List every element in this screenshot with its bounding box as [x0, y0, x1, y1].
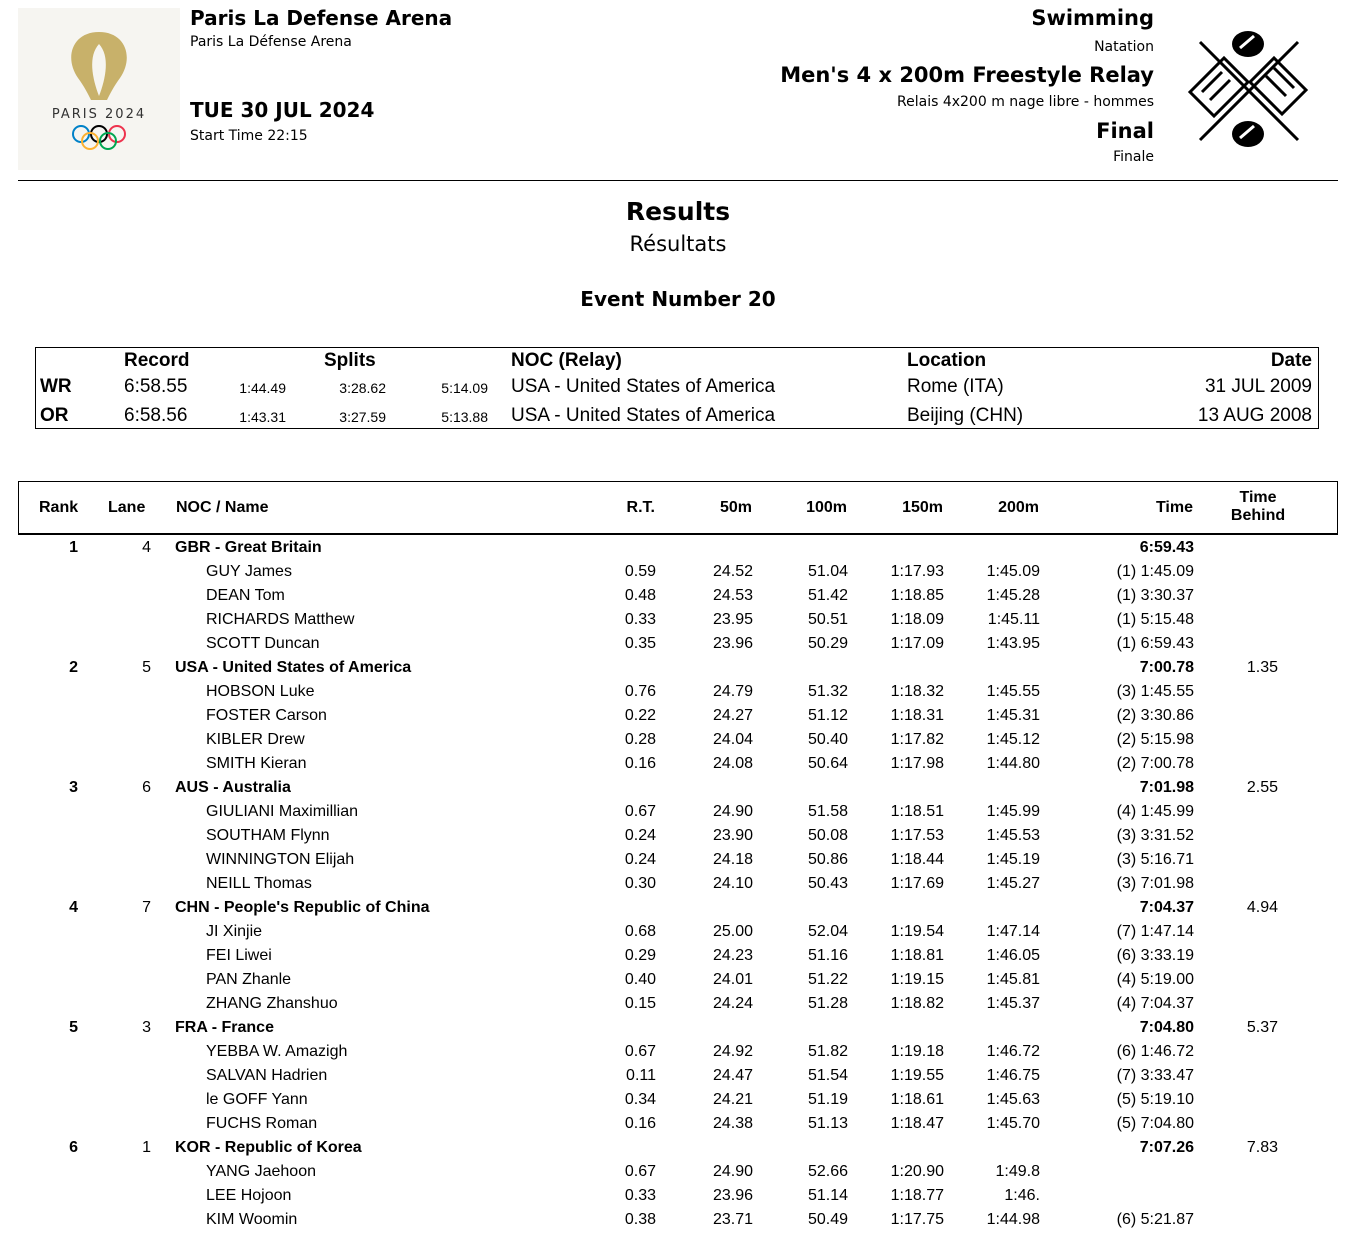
- lane-cell: 3: [142, 1019, 151, 1036]
- split-150m-cell: 1:17.69: [890, 875, 944, 892]
- split-150m-cell: 1:18.81: [890, 947, 944, 964]
- swimmer-row: [18, 1113, 1338, 1137]
- reaction-time-cell: 0.34: [624, 1091, 656, 1108]
- split-100m-cell: 51.58: [807, 803, 848, 820]
- swimmer-row: [18, 1041, 1338, 1065]
- paris-2024-logo: [18, 8, 180, 170]
- split-150m-cell: 1:19.15: [890, 971, 944, 988]
- results-title-fr: Résultats: [629, 232, 727, 256]
- swimmer-row: [18, 945, 1338, 969]
- noc-cell: GBR - Great Britain: [175, 539, 322, 556]
- reaction-time-cell: 0.24: [624, 827, 656, 844]
- split-200m-cell: 1:44.80: [986, 755, 1040, 772]
- swimmer-name-cell: KIM Woomin: [206, 1211, 298, 1228]
- cumulative-time-cell: (7) 1:47.14: [1116, 923, 1194, 940]
- start-time: Start Time 22:15: [190, 128, 308, 144]
- col-reaction-time: R.T.: [626, 499, 655, 516]
- results-table-header: [18, 481, 1338, 535]
- logo-text: PARIS 2024: [51, 107, 147, 122]
- results-title: Results: [625, 197, 731, 226]
- reaction-time-cell: 0.22: [624, 707, 656, 724]
- split-50m-cell: 24.27: [712, 707, 753, 724]
- record-split: 5:14.09: [441, 380, 488, 396]
- record-location: Rome (ITA): [907, 376, 1004, 397]
- reaction-time-cell: 0.67: [624, 1043, 656, 1060]
- split-50m-cell: 24.52: [712, 563, 753, 580]
- team-time-cell: 7:01.98: [1139, 779, 1194, 796]
- reaction-time-cell: 0.35: [624, 635, 656, 652]
- split-100m-cell: 51.14: [807, 1187, 848, 1204]
- cumulative-time-cell: (2) 5:15.98: [1116, 731, 1194, 748]
- swimmer-name-cell: FUCHS Roman: [206, 1115, 318, 1132]
- split-100m-cell: 50.40: [807, 731, 848, 748]
- swimmer-row: [18, 921, 1338, 945]
- swimmer-name-cell: SALVAN Hadrien: [206, 1067, 328, 1084]
- swimmer-name-cell: ZHANG Zhanshuo: [206, 995, 338, 1012]
- record-type: WR: [40, 376, 72, 397]
- rank-cell: 2: [69, 659, 78, 676]
- reaction-time-cell: 0.33: [624, 1187, 656, 1204]
- split-150m-cell: 1:18.85: [890, 587, 944, 604]
- split-200m-cell: 1:45.99: [986, 803, 1040, 820]
- swimmer-row: [18, 993, 1338, 1017]
- phase-name: Final: [1096, 119, 1154, 143]
- swimmer-name-cell: SMITH Kieran: [206, 755, 307, 772]
- col-lane: Lane: [108, 499, 146, 516]
- swimmer-name-cell: FEI Liwei: [206, 947, 272, 964]
- record-time: 6:58.56: [124, 405, 188, 426]
- split-100m-cell: 51.12: [807, 707, 848, 724]
- swimmer-name-cell: KIBLER Drew: [206, 731, 305, 748]
- split-100m-cell: 51.04: [807, 563, 848, 580]
- swimmer-name-cell: YEBBA W. Amazigh: [206, 1043, 348, 1060]
- team-row: [18, 897, 1338, 921]
- split-50m-cell: 24.24: [712, 995, 753, 1012]
- split-200m-cell: 1:46.: [1004, 1187, 1040, 1204]
- cumulative-time-cell: (4) 7:04.37: [1116, 995, 1194, 1012]
- cumulative-time-cell: (4) 1:45.99: [1116, 803, 1194, 820]
- split-200m-cell: 1:45.09: [986, 563, 1040, 580]
- noc-cell: CHN - People's Republic of China: [175, 899, 430, 916]
- record-split: 5:13.88: [441, 409, 488, 425]
- cumulative-time-cell: (5) 7:04.80: [1116, 1115, 1194, 1132]
- split-100m-cell: 50.64: [807, 755, 848, 772]
- split-50m-cell: 24.38: [712, 1115, 753, 1132]
- swimmer-name-cell: GUY James: [206, 563, 292, 580]
- team-row: [18, 777, 1338, 801]
- time-behind-cell: 1.35: [1246, 659, 1278, 676]
- reaction-time-cell: 0.67: [624, 803, 656, 820]
- swimmer-row: [18, 969, 1338, 993]
- record-date: 13 AUG 2008: [1197, 405, 1312, 426]
- swimmer-row: [18, 705, 1338, 729]
- record-date: 31 JUL 2009: [1204, 376, 1312, 397]
- split-100m-cell: 50.51: [807, 611, 848, 628]
- swimmer-name-cell: JI Xinjie: [206, 923, 263, 940]
- venue-name: Paris La Defense Arena: [190, 6, 453, 30]
- split-150m-cell: 1:17.75: [890, 1211, 944, 1228]
- split-50m-cell: 24.47: [712, 1067, 753, 1084]
- split-200m-cell: 1:47.14: [986, 923, 1040, 940]
- swimmer-row: [18, 873, 1338, 897]
- reaction-time-cell: 0.30: [624, 875, 656, 892]
- reaction-time-cell: 0.16: [624, 1115, 656, 1132]
- split-150m-cell: 1:17.93: [890, 563, 944, 580]
- col-200m: 200m: [998, 499, 1039, 516]
- swimmer-name-cell: NEILL Thomas: [206, 875, 312, 892]
- split-100m-cell: 50.43: [807, 875, 848, 892]
- split-150m-cell: 1:17.82: [890, 731, 944, 748]
- split-50m-cell: 24.18: [712, 851, 753, 868]
- split-50m-cell: 24.92: [712, 1043, 753, 1060]
- swimmer-row: [18, 681, 1338, 705]
- reaction-time-cell: 0.24: [624, 851, 656, 868]
- record-split: 3:27.59: [339, 409, 386, 425]
- split-100m-cell: 52.04: [807, 923, 848, 940]
- split-50m-cell: 24.04: [712, 731, 753, 748]
- cumulative-time-cell: (3) 1:45.55: [1116, 683, 1194, 700]
- split-100m-cell: 50.29: [807, 635, 848, 652]
- team-row: [18, 537, 1338, 561]
- swimmer-name-cell: HOBSON Luke: [206, 683, 315, 700]
- split-50m-cell: 24.08: [712, 755, 753, 772]
- split-100m-cell: 51.28: [807, 995, 848, 1012]
- split-150m-cell: 1:17.09: [890, 635, 944, 652]
- rank-cell: 1: [69, 539, 78, 556]
- cumulative-time-cell: (6) 5:21.87: [1116, 1211, 1194, 1228]
- swimmer-row: [18, 1089, 1338, 1113]
- col-time: Time: [1155, 499, 1193, 516]
- team-row: [18, 1017, 1338, 1041]
- split-150m-cell: 1:20.90: [890, 1163, 944, 1180]
- team-time-cell: 7:07.26: [1139, 1139, 1194, 1156]
- event-number: Event Number 20: [580, 287, 776, 311]
- cumulative-time-cell: (7) 3:33.47: [1116, 1067, 1194, 1084]
- col-time-behind: Time Behind: [1230, 489, 1286, 524]
- split-150m-cell: 1:19.54: [890, 923, 944, 940]
- record-split: 1:44.49: [239, 380, 286, 396]
- cumulative-time-cell: (1) 3:30.37: [1116, 587, 1194, 604]
- split-50m-cell: 23.95: [712, 611, 753, 628]
- split-200m-cell: 1:45.31: [986, 707, 1040, 724]
- reaction-time-cell: 0.59: [624, 563, 656, 580]
- split-150m-cell: 1:18.51: [890, 803, 944, 820]
- split-150m-cell: 1:17.98: [890, 755, 944, 772]
- split-100m-cell: 51.54: [807, 1067, 848, 1084]
- swimmer-row: [18, 609, 1338, 633]
- swimmer-name-cell: RICHARDS Matthew: [206, 611, 355, 628]
- record-split: 3:28.62: [339, 380, 386, 396]
- split-100m-cell: 50.08: [807, 827, 848, 844]
- swimmer-row: [18, 633, 1338, 657]
- split-200m-cell: 1:45.11: [987, 611, 1040, 628]
- split-50m-cell: 23.96: [712, 1187, 753, 1204]
- swimmer-name-cell: WINNINGTON Elijah: [206, 851, 355, 868]
- split-200m-cell: 1:45.55: [986, 683, 1040, 700]
- reaction-time-cell: 0.28: [624, 731, 656, 748]
- time-behind-cell: 7.83: [1246, 1139, 1278, 1156]
- record-location: Beijing (CHN): [907, 405, 1024, 426]
- noc-cell: FRA - France: [175, 1019, 274, 1036]
- split-50m-cell: 23.90: [712, 827, 753, 844]
- split-200m-cell: 1:46.05: [986, 947, 1040, 964]
- lane-cell: 7: [142, 899, 151, 916]
- record-noc: USA - United States of America: [511, 405, 776, 426]
- split-200m-cell: 1:46.72: [986, 1043, 1040, 1060]
- time-behind-cell: 4.94: [1246, 899, 1278, 916]
- split-50m-cell: 24.01: [712, 971, 753, 988]
- records-header-noc: NOC (Relay): [511, 350, 622, 371]
- split-50m-cell: 24.90: [712, 803, 753, 820]
- event-name-fr: Relais 4x200 m nage libre - hommes: [897, 94, 1154, 110]
- swimmer-row: [18, 1065, 1338, 1089]
- split-200m-cell: 1:45.70: [986, 1115, 1040, 1132]
- split-50m-cell: 24.53: [712, 587, 753, 604]
- swimmer-name-cell: SCOTT Duncan: [206, 635, 320, 652]
- swimmer-name-cell: SOUTHAM Flynn: [206, 827, 330, 844]
- reaction-time-cell: 0.15: [624, 995, 656, 1012]
- swimmer-row: [18, 585, 1338, 609]
- team-time-cell: 7:04.80: [1139, 1019, 1194, 1036]
- swimmer-row: [18, 753, 1338, 777]
- cumulative-time-cell: (6) 1:46.72: [1116, 1043, 1194, 1060]
- swimmer-name-cell: DEAN Tom: [206, 587, 285, 604]
- split-200m-cell: 1:45.81: [986, 971, 1040, 988]
- split-200m-cell: 1:45.27: [986, 875, 1040, 892]
- split-50m-cell: 24.21: [712, 1091, 753, 1108]
- reaction-time-cell: 0.16: [624, 755, 656, 772]
- sport-name: Swimming: [1031, 6, 1154, 30]
- split-100m-cell: 51.13: [807, 1115, 848, 1132]
- split-200m-cell: 1:45.28: [986, 587, 1040, 604]
- reaction-time-cell: 0.40: [624, 971, 656, 988]
- split-100m-cell: 51.42: [807, 587, 848, 604]
- records-header-splits: Splits: [324, 350, 376, 371]
- split-100m-cell: 51.22: [807, 971, 848, 988]
- phase-name-fr: Finale: [1113, 149, 1154, 165]
- rank-cell: 6: [69, 1139, 78, 1156]
- reaction-time-cell: 0.11: [626, 1067, 656, 1084]
- reaction-time-cell: 0.29: [624, 947, 656, 964]
- reaction-time-cell: 0.76: [624, 683, 656, 700]
- split-100m-cell: 51.32: [807, 683, 848, 700]
- swimmer-row: [18, 801, 1338, 825]
- records-header-location: Location: [907, 350, 987, 371]
- split-150m-cell: 1:18.61: [890, 1091, 944, 1108]
- rank-cell: 4: [69, 899, 78, 916]
- split-150m-cell: 1:18.82: [890, 995, 944, 1012]
- split-100m-cell: 51.19: [807, 1091, 848, 1108]
- record-noc: USA - United States of America: [511, 376, 776, 397]
- reaction-time-cell: 0.67: [624, 1163, 656, 1180]
- event-name: Men's 4 x 200m Freestyle Relay: [780, 63, 1154, 87]
- split-50m-cell: 25.00: [712, 923, 753, 940]
- split-100m-cell: 51.16: [807, 947, 848, 964]
- split-200m-cell: 1:45.19: [986, 851, 1040, 868]
- swimmer-row: [18, 729, 1338, 753]
- split-200m-cell: 1:46.75: [986, 1067, 1040, 1084]
- split-150m-cell: 1:18.31: [890, 707, 944, 724]
- rank-cell: 5: [69, 1019, 78, 1036]
- lane-cell: 4: [142, 539, 151, 556]
- lane-cell: 5: [142, 659, 151, 676]
- noc-cell: AUS - Australia: [175, 779, 291, 796]
- split-200m-cell: 1:45.53: [986, 827, 1040, 844]
- swimming-pictogram-icon: [1186, 28, 1310, 156]
- reaction-time-cell: 0.33: [624, 611, 656, 628]
- split-200m-cell: 1:49.8: [995, 1163, 1040, 1180]
- swimmer-name-cell: FOSTER Carson: [206, 707, 327, 724]
- split-150m-cell: 1:19.55: [890, 1067, 944, 1084]
- sport-name-fr: Natation: [1094, 39, 1154, 55]
- lane-cell: 1: [142, 1139, 151, 1156]
- split-50m-cell: 24.10: [712, 875, 753, 892]
- cumulative-time-cell: (2) 3:30.86: [1116, 707, 1194, 724]
- split-150m-cell: 1:18.09: [890, 611, 944, 628]
- records-header-record: Record: [124, 350, 190, 371]
- swimmer-name-cell: GIULIANI Maximillian: [206, 803, 359, 820]
- swimmer-row: [18, 561, 1338, 585]
- reaction-time-cell: 0.68: [624, 923, 656, 940]
- time-behind-cell: 5.37: [1246, 1019, 1278, 1036]
- split-50m-cell: 23.71: [712, 1211, 753, 1228]
- noc-cell: KOR - Republic of Korea: [175, 1139, 362, 1156]
- team-time-cell: 6:59.43: [1139, 539, 1194, 556]
- split-150m-cell: 1:18.77: [890, 1187, 944, 1204]
- time-behind-cell: 2.55: [1246, 779, 1278, 796]
- split-150m-cell: 1:18.44: [890, 851, 944, 868]
- split-200m-cell: 1:45.12: [986, 731, 1040, 748]
- col-100m: 100m: [806, 499, 847, 516]
- cumulative-time-cell: (1) 6:59.43: [1116, 635, 1194, 652]
- split-150m-cell: 1:18.47: [890, 1115, 944, 1132]
- split-50m-cell: 24.23: [712, 947, 753, 964]
- split-200m-cell: 1:44.98: [986, 1211, 1040, 1228]
- reaction-time-cell: 0.38: [624, 1211, 656, 1228]
- split-150m-cell: 1:17.53: [890, 827, 944, 844]
- team-row: [18, 657, 1338, 681]
- col-rank: Rank: [39, 499, 79, 516]
- event-date: TUE 30 JUL 2024: [190, 98, 375, 122]
- cumulative-time-cell: (3) 5:16.71: [1116, 851, 1194, 868]
- split-100m-cell: 50.49: [807, 1211, 848, 1228]
- split-150m-cell: 1:18.32: [890, 683, 944, 700]
- cumulative-time-cell: (3) 7:01.98: [1116, 875, 1194, 892]
- lane-cell: 6: [142, 779, 151, 796]
- split-150m-cell: 1:19.18: [890, 1043, 944, 1060]
- cumulative-time-cell: (4) 5:19.00: [1116, 971, 1194, 988]
- swimmer-name-cell: le GOFF Yann: [206, 1091, 308, 1108]
- split-200m-cell: 1:43.95: [986, 635, 1040, 652]
- split-50m-cell: 23.96: [712, 635, 753, 652]
- swimmer-row: [18, 1185, 1338, 1209]
- reaction-time-cell: 0.48: [624, 587, 656, 604]
- split-50m-cell: 24.90: [712, 1163, 753, 1180]
- rank-cell: 3: [69, 779, 78, 796]
- split-100m-cell: 51.82: [807, 1043, 848, 1060]
- swimmer-name-cell: LEE Hojoon: [206, 1187, 292, 1204]
- team-time-cell: 7:00.78: [1139, 659, 1194, 676]
- swimmer-row: [18, 1161, 1338, 1185]
- venue-name-fr: Paris La Défense Arena: [190, 34, 352, 50]
- record-split: 1:43.31: [239, 409, 286, 425]
- cumulative-time-cell: (6) 3:33.19: [1116, 947, 1194, 964]
- col-noc-name: NOC / Name: [176, 499, 269, 516]
- record-type: OR: [40, 405, 69, 426]
- split-100m-cell: 52.66: [807, 1163, 848, 1180]
- cumulative-time-cell: (2) 7:00.78: [1116, 755, 1194, 772]
- split-50m-cell: 24.79: [712, 683, 753, 700]
- cumulative-time-cell: (1) 1:45.09: [1116, 563, 1194, 580]
- team-time-cell: 7:04.37: [1139, 899, 1194, 916]
- split-100m-cell: 50.86: [807, 851, 848, 868]
- cumulative-time-cell: (5) 5:19.10: [1116, 1091, 1194, 1108]
- header-divider: [18, 180, 1338, 181]
- swimmer-row: [18, 849, 1338, 873]
- swimmer-row: [18, 825, 1338, 849]
- noc-cell: USA - United States of America: [175, 659, 412, 676]
- team-row: [18, 1137, 1338, 1161]
- col-50m: 50m: [719, 499, 752, 516]
- swimmer-name-cell: YANG Jaehoon: [206, 1163, 316, 1180]
- split-200m-cell: 1:45.63: [986, 1091, 1040, 1108]
- record-time: 6:58.55: [124, 376, 188, 397]
- col-150m: 150m: [902, 499, 943, 516]
- cumulative-time-cell: (3) 3:31.52: [1116, 827, 1194, 844]
- swimmer-name-cell: PAN Zhanle: [206, 971, 292, 988]
- swimmer-row: [18, 1209, 1338, 1233]
- cumulative-time-cell: (1) 5:15.48: [1116, 611, 1194, 628]
- records-header-date: Date: [1270, 350, 1312, 371]
- split-200m-cell: 1:45.37: [986, 995, 1040, 1012]
- records-table: [35, 347, 1319, 429]
